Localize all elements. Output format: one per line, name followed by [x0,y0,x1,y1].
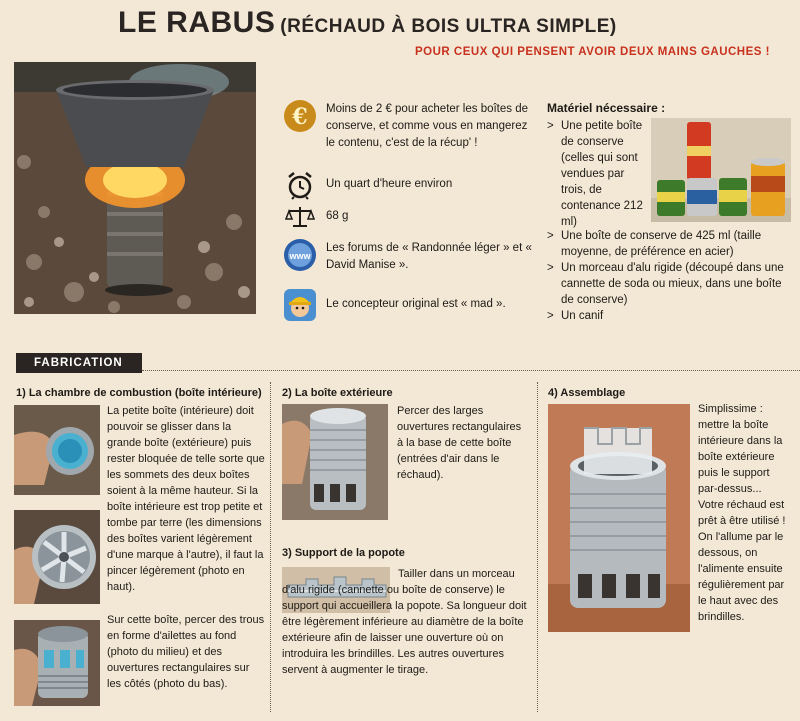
material-item: > Une petite boîte de conserve (celles qui sont vendues par trois, de contenance 212 ml) [547,120,643,228]
svg-text:€: € [292,104,308,130]
info-text-cost: Moins de 2 € pour acheter les boîtes de conserve, et comme vous en mangerez le contenu, c'est de la récup' ! [326,103,529,149]
info-row-author [282,290,538,320]
info-row-cost [282,101,538,152]
page-title [118,6,617,40]
title-main: LE RABUS [118,6,276,39]
step1-photo-middle [14,510,100,604]
step1-text-continued: Sur cette boîte, percer des trous en forme d'ailettes au fond (photo du milieu) et des ouvertures rectangulaires sur les côtés (photo du bas). [107,614,265,690]
materials-photo-cans [651,118,791,222]
materials-list-continued [547,228,792,324]
tagline: POUR CEUX QUI PENSENT AVOIR DEUX MAINS GAUCHES ! [415,46,770,58]
www-globe-icon [282,240,318,270]
info-text-author: Le concepteur original est « mad ». [326,298,506,310]
info-text-time: Un quart d'heure environ [326,178,453,190]
step1-text: La petite boîte (intérieure) doit pouvoir se glisser dans la grande boîte (extérieure) puis rester bloquée de telle sorte que les sommets des deux boîtes soient à la même hauteur. Si la boîte intérieure est trop petite et tombe par terre (les dimensions des boîtes varient légèrement d'une marque à l'autre), il faut la pincer légèrement (photo en haut). [107,405,265,593]
step4-text: Simplissime : mettre la boîte intérieure dans la boîte extérieure puis le support par-dessus... Votre réchaud est prêt à être utilisé ! On l'allume par le dessous, on l'alimente ensuite régulièrement par le haut avec des brindilles. [698,403,786,623]
step3-title: 3) Support de la popote [282,547,405,559]
step2-photo-outer-can [282,404,388,520]
step1-photo-bottom [14,620,100,706]
info-row-time [282,170,538,200]
column-divider [537,382,538,712]
material-item: > Un canif [547,310,604,322]
step4-photo-assembly [548,404,690,632]
step3-text: Tailler dans un morceau d'alu rigide (cannette ou boîte de conserve) le support qui accueillera la popote. Sa longueur doit être légèrement inférieure au diamètre de la boîte extérieure afin de laisser une ouverture où on introduira les brindilles. Les autres ouvertures servent à augmenter le tirage. [282,568,527,676]
column-divider [270,382,271,712]
section-divider [142,370,800,372]
materials-list [547,118,647,230]
info-text-sources: Les forums de « Randonnée léger » et « David Manise ». [326,242,532,271]
builder-avatar-icon [282,290,318,320]
main-photo-stove [14,62,256,314]
step2-text: Percer des larges ouvertures rectangulaires à la base de cette boîte (entrées d'air dans le réchaud). [397,405,522,481]
section-label-fabrication: FABRICATION [16,353,142,373]
step4-title: 4) Assemblage [548,387,626,399]
step2-title: 2) La boîte extérieure [282,387,393,399]
info-text-weight: 68 g [326,210,349,222]
svg-text:www: www [289,251,311,261]
euro-icon [282,101,318,131]
info-row-weight [282,202,538,232]
material-item: > Une boîte de conserve de 425 ml (taille moyenne, de préférence en acier) [547,230,762,258]
step1-title: 1) La chambre de combustion (boîte intérieure) [16,387,262,399]
info-row-sources [282,240,538,274]
materials-title: Matériel nécessaire : [547,101,666,115]
step1-photo-top [14,405,100,495]
alarm-clock-icon [282,170,318,200]
scale-icon [282,202,318,232]
title-subtitle: (RÉCHAUD À BOIS ULTRA SIMPLE) [280,16,617,37]
material-item: > Un morceau d'alu rigide (découpé dans une cannette de soda ou mieux, dans une boîte de conserve) [547,262,784,306]
